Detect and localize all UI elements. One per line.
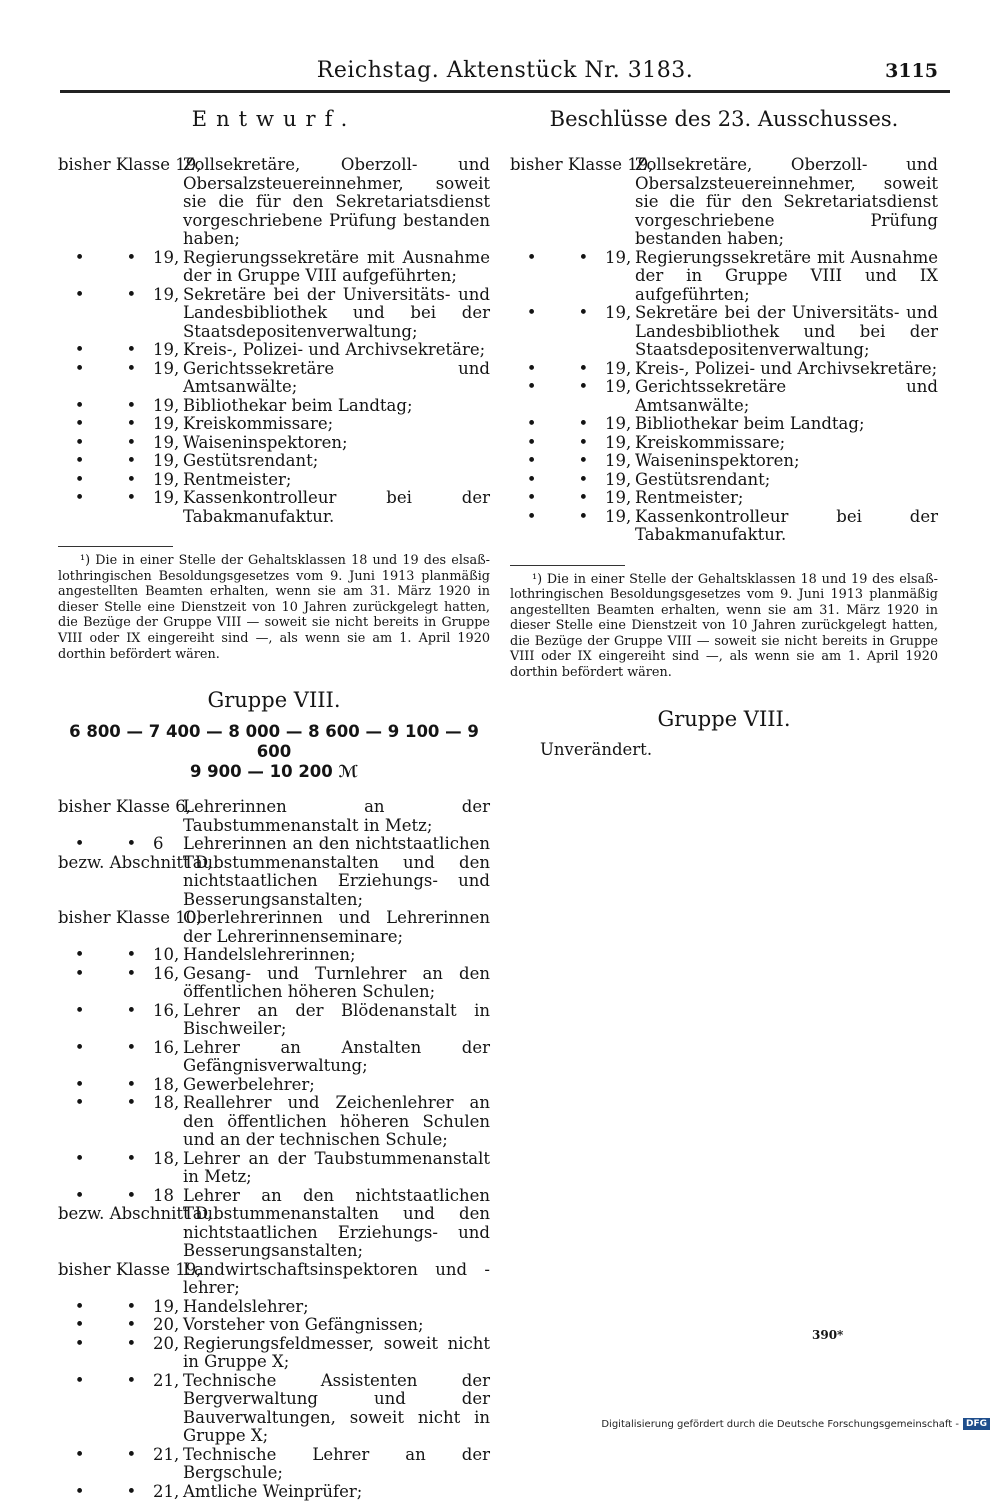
entry-row	[58, 156, 490, 249]
entry-text: Zollsekretäre, Oberzoll- und Obersalzsteuereinnehmer, soweit sie die für den Sekretariatsdienst vorgeschriebene Prüfung bestanden haben;	[183, 155, 490, 248]
left-group-heading: Gruppe VIII.	[207, 688, 341, 713]
entry-section-label: bezw. Abschnitt D,	[58, 1204, 213, 1224]
footer-text: Digitalisierung gefördert durch die Deutsche Forschungsgemeinschaft -	[601, 1418, 959, 1430]
ditto-marks: • •	[526, 451, 589, 470]
entry-class-label	[58, 965, 183, 1002]
left-footnote: ¹) Die in einer Stelle der Gehaltsklassen 18 und 19 des elsaß-lothringischen Besoldungsgesetzes vom 9. Juni 1913 planmäßig angestellten Beamten erhalten, wenn sie am 31. März 1920 in dieser Stelle eine Dienstzeit von 10 Jahren zurückgelegt hatten, die Bezüge der Gruppe VIII — soweit sie nicht bereits in Gruppe VIII oder IX eingereiht sind —, als wenn sie am 1. April 1920 dorthin befördert wären.	[58, 553, 490, 662]
entry-text: Landwirtschaftsinspektoren und -lehrer;	[183, 1259, 490, 1298]
ditto-marks: • •	[74, 414, 137, 433]
page-title: Reichstag. Aktenstück Nr. 3183.	[316, 58, 694, 83]
ditto-marks: • •	[74, 340, 137, 359]
entry-text: Regierungssekretäre mit Ausnahme der in Gruppe VIII aufgeführten;	[183, 247, 490, 285]
entry-class-number: 20,	[153, 1333, 180, 1353]
entry-text: Sekretäre bei der Universitäts- und Landesbibliothek und bei der Staatsdepositenverwaltung;	[635, 303, 938, 359]
ditto-marks: • •	[74, 1296, 137, 1316]
entry-text: Handelslehrer;	[183, 1296, 309, 1316]
entry-text: Kreis-, Polizei- und Archivsekretäre;	[183, 340, 486, 359]
entry-class-label	[58, 1150, 183, 1187]
entry-row	[510, 489, 938, 508]
entry-row	[58, 341, 490, 360]
entry-row	[510, 471, 938, 490]
ditto-marks: • •	[526, 358, 589, 378]
entry-class-label	[58, 1316, 183, 1335]
entry-class-label	[58, 834, 213, 909]
entry-row	[58, 286, 490, 342]
entry-class-label	[58, 360, 183, 397]
entry-class-label	[58, 1259, 202, 1298]
ditto-marks: • •	[74, 488, 137, 507]
entry-row	[58, 415, 490, 434]
ditto-marks: • •	[74, 1074, 137, 1094]
entry-class-label	[58, 1335, 183, 1372]
entry-class-number: 19,	[605, 432, 632, 452]
right-column-heading: Beschlüsse des 23. Ausschusses.	[549, 107, 899, 131]
entry-text: Kreis-, Polizei- und Archivsekretäre;	[635, 358, 938, 378]
right-entry-list	[510, 156, 938, 545]
entry-class-label	[58, 1483, 183, 1501]
entry-text: Rentmeister;	[635, 488, 744, 507]
entry-text: Gestütsrendant;	[635, 469, 771, 489]
entry-class-label	[58, 1094, 183, 1150]
ditto-marks: • •	[526, 303, 589, 322]
right-footnote: ¹) Die in einer Stelle der Gehaltsklassen 18 und 19 des elsaß-lothringischen Besoldungsgesetzes vom 9. Juni 1913 planmäßig angestellten Beamten erhalten, wenn sie am 31. März 1920 in dieser Stelle eine Dienstzeit von 10 Jahren zurückgelegt hatten, die Bezüge der Gruppe VIII — soweit sie nicht bereits in Gruppe VIII oder IX eingereiht sind —, als wenn sie am 1. April 1920 dorthin befördert wären.	[510, 571, 938, 681]
ditto-marks: • •	[74, 469, 137, 489]
entry-class-number: 19,	[153, 340, 180, 359]
entry-row	[58, 397, 490, 416]
entry-class-number: 19,	[153, 432, 180, 452]
entry-row	[58, 835, 490, 909]
entry-class-label	[58, 1298, 183, 1317]
entry-text: Reallehrer und Zeichenlehrer an den öffentlichen höheren Schulen und an der technischen Schule;	[183, 1093, 490, 1150]
entry-class-number: 18,	[153, 1148, 180, 1168]
entry-class-number: 6	[153, 834, 164, 854]
entry-class-number: 21,	[153, 1444, 180, 1464]
entry-text: Gewerbelehrer;	[183, 1074, 315, 1094]
entry-class-number: 19,	[605, 247, 632, 267]
entry-class-label	[510, 489, 635, 508]
entry-text: Technische Lehrer an der Bergschule;	[183, 1444, 490, 1483]
entry-text: Gerichtssekretäre und Amtsanwälte;	[183, 358, 490, 396]
entry-text: Lehrerinnen an der Taubstummenanstalt in Metz;	[183, 797, 490, 835]
salary-line-1: 6 800 — 7 400 — 8 000 — 8 600 — 9 100 — 9 600	[69, 722, 479, 762]
entry-class-label	[510, 415, 635, 434]
entry-text: Lehrer an Anstalten der Gefängnisverwaltung;	[183, 1037, 490, 1076]
entry-class-number: 16,	[153, 1037, 180, 1057]
entry-row	[58, 1076, 490, 1095]
entry-class-number: 19,	[605, 469, 632, 489]
ditto-marks: • •	[74, 1333, 137, 1353]
entry-class-number: bisher Klasse 6,	[58, 797, 191, 817]
entry-class-label	[510, 304, 635, 360]
entry-class-label	[58, 471, 183, 490]
entry-class-number: 19,	[153, 469, 180, 489]
entry-row	[510, 508, 938, 545]
entry-text: Oberlehrerinnen und Lehrerinnen der Lehrerinnenseminare;	[183, 908, 490, 946]
entry-class-label	[58, 946, 183, 965]
ditto-marks: • •	[74, 432, 137, 452]
left-entry-list	[58, 156, 490, 526]
entry-class-label	[58, 1446, 183, 1483]
entry-class-number: 19,	[153, 395, 180, 415]
entry-text: Sekretäre bei der Universitäts- und Landesbibliothek und bei der Staatsdepositenverwaltung;	[183, 284, 490, 341]
entry-text: Kassenkontrolleur bei der Tabakmanufaktur.	[635, 506, 938, 544]
entry-class-number: 19,	[153, 247, 180, 267]
entry-class-number: 19,	[153, 358, 180, 378]
entry-text: Handelslehrerinnen;	[183, 945, 356, 965]
entry-row	[58, 1446, 490, 1483]
entry-text: Waiseninspektoren;	[635, 451, 800, 470]
entry-class-number: 19,	[605, 358, 632, 378]
ditto-marks: • •	[74, 1370, 137, 1390]
page-header	[60, 58, 950, 88]
entry-class-label	[58, 286, 183, 342]
ditto-marks: • •	[74, 1000, 137, 1020]
entry-row	[58, 360, 490, 397]
entry-class-number: 19,	[153, 488, 180, 507]
salary-scale	[58, 722, 490, 782]
entry-text: Rentmeister;	[183, 469, 292, 489]
entry-row	[58, 946, 490, 965]
entry-class-label	[58, 1002, 183, 1039]
entry-text: Gesang- und Turnlehrer an den öffentlichen höheren Schulen;	[183, 963, 490, 1002]
entry-class-number: bisher Klasse 10,	[58, 908, 202, 928]
entry-text: Kreiskommissare;	[183, 414, 334, 433]
entry-class-label	[510, 249, 635, 305]
entry-class-label	[510, 452, 635, 471]
entry-row	[58, 249, 490, 286]
entry-text: Amtliche Weinprüfer;	[183, 1481, 363, 1501]
entry-class-label	[58, 341, 183, 360]
entry-class-number: 19,	[605, 451, 632, 470]
dfg-logo: DFG	[963, 1418, 990, 1430]
entry-row	[58, 965, 490, 1002]
ditto-marks: • •	[526, 506, 589, 526]
ditto-marks: • •	[74, 1185, 137, 1205]
entry-row	[510, 452, 938, 471]
entry-row	[510, 415, 938, 434]
entry-class-label	[58, 155, 202, 249]
footnote-rule	[58, 546, 173, 547]
entry-text: Lehrer an der Blödenanstalt in Bischweiler;	[183, 1000, 490, 1039]
entry-class-label	[510, 508, 635, 545]
entry-text: Kreiskommissare;	[635, 432, 786, 452]
right-group-heading: Gruppe VIII.	[657, 706, 791, 731]
entry-text: Regierungssekretäre mit Ausnahme der in Gruppe VIII und IX aufgeführten;	[635, 247, 938, 304]
entry-text: Technische Assistenten der Bergverwaltung und der Bauverwaltungen, soweit nicht in Gruppe X;	[183, 1370, 490, 1446]
entry-class-number: 19,	[605, 303, 632, 322]
ditto-marks: • •	[74, 1037, 137, 1057]
ditto-marks: • •	[74, 945, 137, 965]
entry-class-label	[58, 797, 191, 835]
entry-text: Lehrerinnen an den nichtstaatlichen Taubstummenanstalten und den nichtstaatlichen Erziehungs- und Besserungsanstalten;	[183, 834, 490, 909]
entry-text: Lehrer an den nichtstaatlichen Taubstummenanstalten und den nichtstaatlichen Erziehungs- und Besserungsanstalten;	[183, 1185, 490, 1261]
ditto-marks: • •	[74, 451, 137, 470]
entry-text: Vorsteher von Gefängnissen;	[183, 1315, 424, 1335]
ditto-marks: • •	[74, 963, 137, 983]
entry-text: Kassenkontrolleur bei der Tabakmanufaktur.	[183, 488, 490, 526]
entry-row	[58, 798, 490, 835]
entry-class-label	[58, 1076, 183, 1095]
left-group-entry-list	[58, 798, 490, 1501]
entry-row	[58, 452, 490, 471]
ditto-marks: • •	[526, 432, 589, 452]
entry-text: Lehrer an der Taubstummenanstalt in Metz;	[183, 1148, 490, 1187]
entry-row	[510, 434, 938, 453]
entry-class-number: 18,	[153, 1074, 180, 1094]
entry-class-label	[58, 1372, 183, 1446]
entry-text: Bibliothekar beim Landtag;	[635, 414, 865, 433]
entry-class-number: 16,	[153, 963, 180, 983]
entry-class-number: 19,	[605, 488, 632, 507]
entry-row	[58, 1150, 490, 1187]
entry-text: Bibliothekar beim Landtag;	[183, 395, 413, 415]
footnote-rule	[510, 565, 625, 566]
entry-row	[58, 1002, 490, 1039]
entry-class-number: 19,	[153, 1296, 180, 1316]
ditto-marks: • •	[74, 1444, 137, 1464]
entry-class-number: 19,	[153, 451, 180, 470]
entry-class-number: 16,	[153, 1000, 180, 1020]
entry-class-label	[58, 249, 183, 286]
entry-class-number: 19,	[153, 284, 180, 304]
entry-class-number: 21,	[153, 1481, 180, 1501]
entry-class-label	[510, 155, 654, 249]
entry-class-number: 19,	[605, 377, 632, 396]
left-column	[58, 106, 490, 1501]
ditto-marks: • •	[74, 1481, 137, 1501]
right-column	[510, 106, 938, 759]
ditto-marks: • •	[74, 1093, 137, 1113]
footer	[601, 1418, 990, 1430]
entry-text: Gestütsrendant;	[183, 451, 319, 470]
ditto-marks: • •	[74, 834, 137, 854]
entry-class-number: 18,	[153, 1093, 180, 1113]
entry-row	[510, 360, 938, 379]
entry-text: Regierungsfeldmesser, soweit nicht in Gruppe X;	[183, 1333, 490, 1372]
salary-line-2: 9 900 — 10 200 ℳ	[189, 762, 359, 782]
entry-class-number: 19,	[153, 414, 180, 433]
entry-class-label	[510, 360, 635, 379]
entry-text: Zollsekretäre, Oberzoll- und Obersalzsteuereinnehmer, soweit sie die für den Sekretariatsdienst vorgeschriebene Prüfung bestanden haben;	[635, 155, 938, 248]
entry-class-number: bisher Klasse 19,	[58, 155, 202, 174]
entry-row	[58, 471, 490, 490]
entry-class-number: 18	[153, 1185, 174, 1205]
entry-row	[510, 378, 938, 415]
ditto-marks: • •	[74, 1315, 137, 1335]
entry-row	[58, 1483, 490, 1501]
entry-class-label	[58, 434, 183, 453]
entry-class-number: 20,	[153, 1315, 180, 1335]
ditto-marks: • •	[526, 414, 589, 433]
entry-class-label	[58, 415, 183, 434]
entry-class-number: bisher Klasse 19,	[510, 155, 654, 174]
entry-class-label	[58, 452, 183, 471]
entry-class-label	[58, 1039, 183, 1076]
entry-class-number: 10,	[153, 945, 180, 965]
entry-class-label	[510, 434, 635, 453]
unchanged-note: Unverändert.	[540, 739, 653, 759]
entry-row	[58, 1372, 490, 1446]
entry-row	[510, 304, 938, 360]
entry-text: Gerichtssekretäre und Amtsanwälte;	[635, 377, 938, 415]
entry-class-label	[58, 908, 202, 946]
entry-row	[58, 489, 490, 526]
entry-class-number: 19,	[605, 506, 632, 526]
entry-row	[58, 434, 490, 453]
ditto-marks: • •	[74, 358, 137, 378]
page-number: 3115	[885, 60, 938, 82]
ditto-marks: • •	[526, 377, 589, 396]
entry-class-number: 21,	[153, 1370, 180, 1390]
ditto-marks: • •	[526, 247, 589, 267]
entry-row	[58, 1298, 490, 1317]
ditto-marks: • •	[74, 395, 137, 415]
entry-class-label	[58, 489, 183, 526]
ditto-marks: • •	[526, 469, 589, 489]
left-column-heading: Entwurf.	[191, 107, 357, 131]
ditto-marks: • •	[526, 488, 589, 507]
entry-row	[58, 1335, 490, 1372]
entry-row	[58, 1039, 490, 1076]
ditto-marks: • •	[74, 1148, 137, 1168]
entry-row	[510, 156, 938, 249]
entry-class-number: 19,	[605, 414, 632, 433]
header-rule	[60, 90, 950, 93]
ditto-marks: • •	[74, 247, 137, 267]
entry-text: Waiseninspektoren;	[183, 432, 348, 452]
entry-row	[58, 1094, 490, 1150]
entry-class-label	[58, 1185, 213, 1261]
entry-row	[58, 1316, 490, 1335]
entry-section-label: bezw. Abschnitt D,	[58, 852, 213, 872]
entry-row	[58, 909, 490, 946]
entry-row	[58, 1261, 490, 1298]
entry-row	[510, 249, 938, 305]
entry-class-number: bisher Klasse 19,	[58, 1259, 202, 1279]
entry-class-label	[58, 397, 183, 416]
entry-class-label	[510, 378, 635, 415]
signature-mark: 390*	[812, 1328, 844, 1342]
entry-row	[58, 1187, 490, 1261]
entry-class-label	[510, 471, 635, 490]
ditto-marks: • •	[74, 284, 137, 304]
